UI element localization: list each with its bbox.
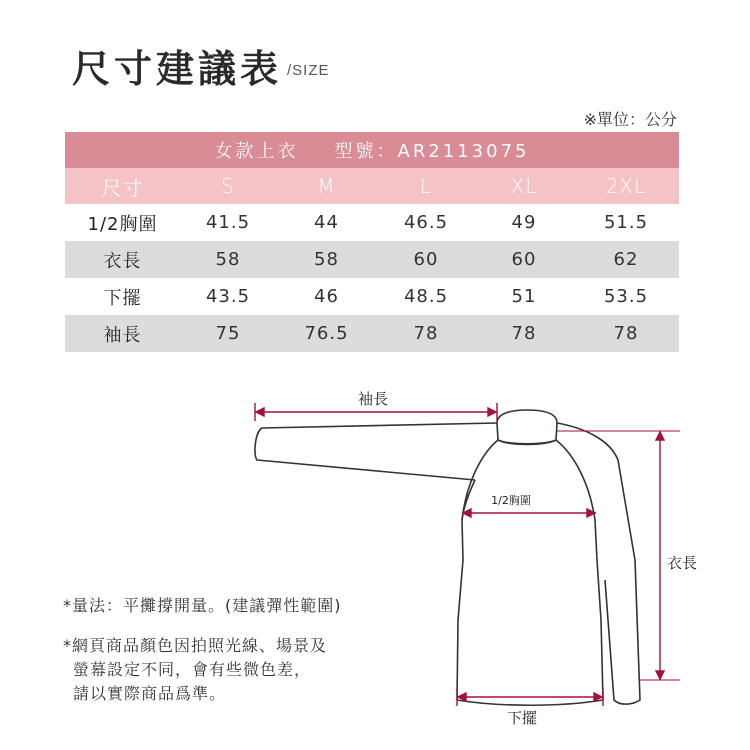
table-cell: 76.5 bbox=[276, 315, 377, 352]
row-label: 1/2胸圍 bbox=[87, 213, 158, 235]
chest-label: 1/2胸圍 bbox=[491, 494, 531, 507]
arrow-down-icon bbox=[656, 671, 664, 679]
size-header-cell: M bbox=[276, 168, 377, 204]
arrow-up-icon bbox=[656, 432, 664, 440]
table-cell: 46.5 bbox=[403, 212, 449, 233]
table-cell: 49 bbox=[511, 212, 537, 233]
notes bbox=[63, 594, 342, 706]
table-cell: 78 bbox=[573, 315, 679, 352]
table-cell: 53.5 bbox=[603, 286, 649, 307]
table-cell: 58 bbox=[276, 241, 377, 278]
arrow-left-icon bbox=[256, 408, 264, 416]
table-cell: 44 bbox=[314, 212, 339, 233]
table-cell: 62 bbox=[573, 241, 679, 278]
color-note: *網頁商品顏色因拍照光線、場景及 bbox=[63, 636, 328, 655]
product-category: 女款上衣 bbox=[214, 141, 299, 162]
size-header-cell: XL bbox=[475, 168, 573, 204]
product-model: 型號：AR2113075 bbox=[334, 141, 530, 162]
row-label: 衣長 bbox=[65, 241, 180, 278]
unit-note: ※單位：公分 bbox=[583, 110, 677, 129]
table-cell: 51 bbox=[511, 286, 537, 307]
table-cell: 75 bbox=[180, 315, 276, 352]
measure-note: *量法：平攤撐開量。(建議彈性範圍) bbox=[63, 596, 342, 615]
table-cell: 58 bbox=[180, 241, 276, 278]
row-label: 袖長 bbox=[65, 315, 180, 352]
page-title: 尺寸建議表 bbox=[72, 46, 283, 91]
row-label: 下擺 bbox=[103, 287, 142, 309]
size-header-cell: L bbox=[377, 168, 475, 204]
color-note: 請以實際商品爲準。 bbox=[73, 684, 227, 703]
length-label: 衣長 bbox=[667, 554, 698, 572]
table-cell: 41.5 bbox=[205, 212, 251, 233]
sleeve-label: 袖長 bbox=[357, 390, 389, 408]
page-subtitle: /SIZE bbox=[287, 62, 330, 79]
size-header-cell: 2XL bbox=[573, 168, 679, 204]
arrow-right-icon bbox=[488, 408, 496, 416]
table-cell: 60 bbox=[377, 241, 475, 278]
table-cell: 51.5 bbox=[603, 212, 649, 233]
table-cell: 78 bbox=[377, 315, 475, 352]
color-note: 螢幕設定不同，會有些微色差， bbox=[73, 660, 312, 679]
size-header-label: 尺寸 bbox=[65, 168, 180, 204]
table-cell: 78 bbox=[475, 315, 573, 352]
table-cell: 48.5 bbox=[403, 286, 449, 307]
size-header-cell: S bbox=[180, 168, 276, 204]
table-cell: 43.5 bbox=[205, 286, 251, 307]
table-cell: 60 bbox=[475, 241, 573, 278]
hem-label: 下擺 bbox=[506, 709, 538, 727]
table-cell: 46 bbox=[314, 286, 339, 307]
